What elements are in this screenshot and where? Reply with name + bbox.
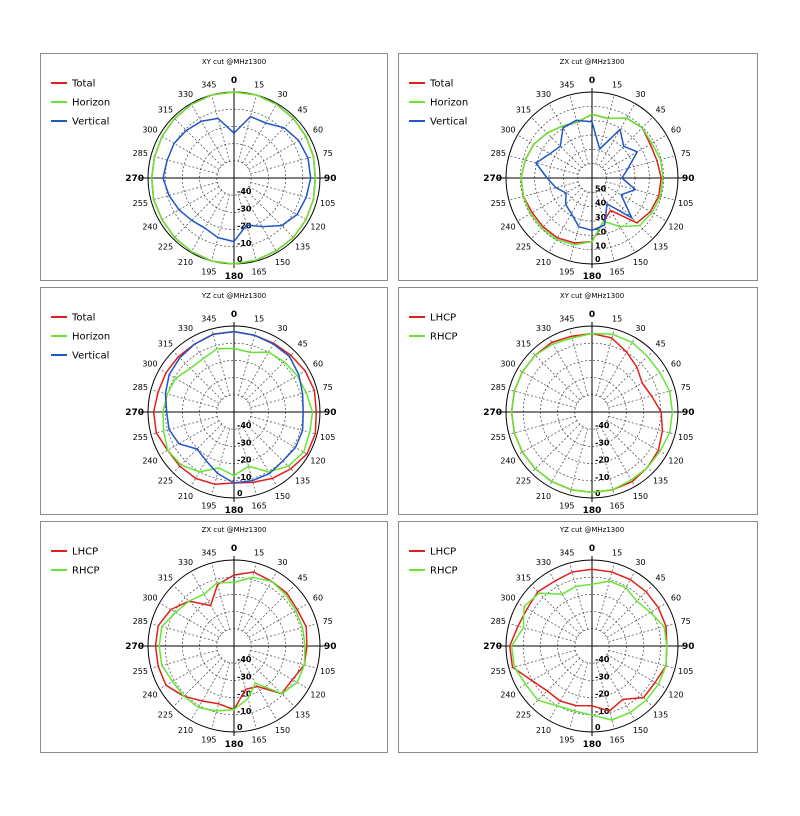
grid-spoke [596,95,615,164]
polar-chart-panel-3 [40,287,388,515]
angle-tick-label: 270 [483,642,502,652]
angle-tick-label: 105 [678,433,694,443]
grid-spoke [607,655,667,689]
polar-chart-panel-1 [40,53,388,281]
angle-tick-label: 30 [277,557,288,567]
angle-tick-label: 180 [224,740,244,750]
grid-spoke [606,156,675,175]
angle-tick-label: 345 [559,80,575,90]
chart-title: ZX cut @MHz1300 [201,526,267,534]
radial-tick-label: 0 [237,255,243,264]
angle-tick-label: 225 [515,242,532,252]
legend-label: Total [72,312,96,324]
chart-title: ZX cut @MHz1300 [559,58,625,66]
angle-tick-label: 105 [678,199,694,209]
angle-tick-label: 45 [655,573,666,583]
angle-tick-label: 195 [559,735,575,745]
angle-tick-label: 60 [312,359,324,369]
angle-tick-label: 30 [635,323,646,333]
angle-tick-label: 0 [230,544,238,554]
grid-spoke [212,429,230,495]
angle-tick-label: 180 [224,272,244,282]
angle-tick-label: 135 [652,476,669,486]
angle-tick-label: 120 [668,690,684,700]
angle-tick-label: 330 [535,323,552,333]
grid-spoke [249,187,309,221]
legend-label: RHCP [430,331,458,343]
angle-tick-label: 270 [483,408,502,418]
grid-spoke [160,655,220,689]
angle-tick-label: 60 [670,359,682,369]
angle-tick-label: 210 [177,258,194,268]
grid-spoke [509,182,578,201]
polar-chart-panel-4 [398,287,758,515]
grid-spoke [602,188,653,239]
radial-tick-label: -10 [595,706,610,716]
grid-spoke [549,338,583,398]
legend-label: Horizon [72,97,111,109]
angle-tick-label: 150 [632,492,649,502]
grid-spoke [191,427,225,487]
radial-tick-label: -10 [595,472,610,482]
chart-title: XY cut @MHz1300 [559,292,625,300]
angle-tick-label: 150 [632,258,649,268]
angle-tick-label: 90 [324,642,337,652]
angle-tick-label: 150 [274,492,291,502]
legend-label: RHCP [430,565,458,577]
angle-tick-label: 255 [132,199,148,209]
angle-tick-label: 180 [582,272,602,282]
angle-tick-label: 90 [682,174,695,184]
grid-spoke [549,427,583,487]
legend-label: Horizon [72,331,111,343]
angle-tick-label: 240 [500,456,516,466]
legend-label: Vertical [72,116,110,128]
angle-tick-label: 195 [559,501,575,511]
radial-tick-label: -40 [237,421,252,431]
grid-spoke [607,421,667,455]
angle-tick-label: 315 [515,573,532,583]
angle-tick-label: 285 [132,616,148,626]
legend-label: LHCP [72,546,99,558]
angle-tick-label: 165 [251,735,267,745]
grid-spoke [191,104,225,164]
grid-spoke [212,663,230,729]
angle-tick-label: 180 [224,506,244,516]
angle-tick-label: 165 [251,501,267,511]
angle-tick-label: 60 [670,125,682,135]
angle-tick-label: 120 [668,222,684,232]
grid-spoke [609,390,675,408]
angle-tick-label: 60 [312,593,324,603]
angle-tick-label: 300 [142,125,158,135]
polar-chart-panel-2 [398,53,758,281]
angle-tick-label: 225 [157,710,174,720]
angle-tick-label: 90 [682,642,695,652]
radial-tick-label: -40 [595,655,610,665]
angle-tick-label: 60 [670,593,682,603]
angle-tick-label: 0 [588,544,596,554]
angle-tick-label: 255 [132,667,148,677]
legend-label: Horizon [430,97,469,109]
angle-tick-label: 15 [612,548,623,558]
angle-tick-label: 0 [588,76,596,86]
angle-tick-label: 135 [652,710,669,720]
angle-tick-label: 120 [310,222,326,232]
angle-tick-label: 90 [682,408,695,418]
radial-tick-label: -20 [595,689,610,699]
grid-spoke [602,117,653,168]
grid-spoke [191,338,225,398]
angle-tick-label: 330 [177,557,194,567]
series-line-vertical [536,120,637,230]
radial-tick-label: -30 [595,438,610,448]
radial-tick-label: -40 [595,421,610,431]
angle-tick-label: 315 [515,339,532,349]
radial-tick-label: 20 [595,227,607,237]
grid-spoke [509,390,575,408]
angle-tick-label: 255 [490,433,506,443]
radial-tick-label: -10 [237,238,252,248]
angle-tick-label: 75 [680,616,691,626]
angle-tick-label: 15 [254,80,265,90]
polar-chart-svg [41,288,389,516]
grid-spoke [570,429,588,495]
angle-tick-label: 135 [294,710,311,720]
chart-title: XY cut @MHz1300 [201,58,267,66]
angle-tick-label: 120 [668,456,684,466]
angle-tick-label: 180 [582,740,602,750]
angle-tick-label: 300 [142,593,158,603]
angle-tick-label: 210 [177,726,194,736]
angle-tick-label: 255 [490,199,506,209]
radial-tick-label: -30 [237,204,252,214]
angle-tick-label: 60 [312,125,324,135]
angle-tick-label: 300 [500,359,516,369]
series-line-total [521,114,661,243]
angle-tick-label: 285 [490,382,506,392]
angle-tick-label: 195 [201,501,217,511]
polar-chart-svg [41,54,389,282]
grid-spoke [191,572,225,632]
angle-tick-label: 105 [320,199,336,209]
angle-tick-label: 210 [535,258,552,268]
grid-spoke [151,390,217,408]
angle-tick-label: 0 [230,310,238,320]
angle-tick-label: 120 [310,456,326,466]
radial-tick-label: 0 [237,489,243,498]
legend-label: Total [72,78,96,90]
angle-tick-label: 270 [125,642,144,652]
grid-spoke [518,421,578,455]
angle-tick-label: 315 [157,105,174,115]
angle-tick-label: 0 [588,310,596,320]
angle-tick-label: 240 [142,456,158,466]
radial-tick-label: -20 [237,221,252,231]
polar-chart-svg [41,522,389,754]
angle-tick-label: 240 [142,222,158,232]
radial-tick-label: -30 [237,672,252,682]
angle-tick-label: 225 [157,242,174,252]
angle-tick-label: 270 [483,174,502,184]
angle-tick-label: 30 [635,557,646,567]
angle-tick-label: 150 [274,726,291,736]
polar-chart-panel-5 [40,521,388,753]
angle-tick-label: 120 [310,690,326,700]
angle-tick-label: 30 [635,89,646,99]
angle-tick-label: 285 [132,148,148,158]
angle-tick-label: 150 [274,258,291,268]
grid-spoke [151,156,217,174]
angle-tick-label: 75 [322,616,333,626]
radial-tick-label: -20 [595,455,610,465]
grid-spoke [212,195,230,261]
radial-tick-label: -30 [237,438,252,448]
angle-tick-label: 105 [320,667,336,677]
angle-tick-label: 165 [609,501,625,511]
legend-label: Vertical [430,116,468,128]
angle-tick-label: 285 [490,616,506,626]
grid-spoke [570,95,589,164]
angle-tick-label: 30 [277,323,288,333]
angle-tick-label: 75 [680,382,691,392]
polar-chart-svg [399,522,759,754]
grid-spoke [191,661,225,721]
radial-tick-label: 50 [595,184,607,194]
legend-label: LHCP [430,546,457,558]
angle-tick-label: 195 [201,735,217,745]
radial-tick-label: 0 [595,489,601,498]
angle-tick-label: 285 [132,382,148,392]
angle-tick-label: 315 [515,105,532,115]
angle-tick-label: 330 [177,89,194,99]
radial-tick-label: -30 [595,672,610,682]
angle-tick-label: 300 [142,359,158,369]
angle-tick-label: 165 [251,267,267,277]
radial-tick-label: 0 [595,255,601,264]
angle-tick-label: 330 [535,89,552,99]
angle-tick-label: 240 [500,690,516,700]
angle-tick-label: 240 [500,222,516,232]
angle-tick-label: 240 [142,690,158,700]
angle-tick-label: 165 [609,735,625,745]
radial-tick-label: 10 [595,241,607,251]
angle-tick-label: 75 [322,148,333,158]
grid-spoke [604,585,653,634]
polar-chart-svg [399,288,759,516]
grid-spoke [518,655,578,689]
angle-tick-label: 150 [632,726,649,736]
grid-spoke [606,182,675,201]
angle-tick-label: 75 [680,148,691,158]
angle-tick-label: 90 [324,174,337,184]
angle-tick-label: 270 [125,408,144,418]
angle-tick-label: 345 [201,80,217,90]
angle-tick-label: 105 [320,433,336,443]
chart-title: YZ cut @MHz1300 [201,292,267,300]
grid-spoke [531,188,582,239]
radial-tick-label: -40 [237,187,252,197]
angle-tick-label: 210 [177,492,194,502]
grid-spoke [251,156,317,174]
angle-tick-label: 225 [515,476,532,486]
angle-tick-label: 315 [157,339,174,349]
grid-spoke [604,351,653,400]
polar-chart-svg [399,54,759,282]
radial-tick-label: -10 [237,706,252,716]
grid-spoke [531,585,580,634]
radial-tick-label: 40 [595,198,607,208]
angle-tick-label: 345 [201,314,217,324]
angle-tick-label: 15 [612,80,623,90]
angle-tick-label: 135 [294,242,311,252]
radial-tick-label: -20 [237,455,252,465]
angle-tick-label: 45 [297,339,308,349]
legend-label: Total [430,78,454,90]
angle-tick-label: 45 [297,573,308,583]
angle-tick-label: 345 [201,548,217,558]
angle-tick-label: 45 [655,339,666,349]
angle-tick-label: 195 [201,267,217,277]
grid-spoke [570,663,588,729]
angle-tick-label: 255 [132,433,148,443]
grid-spoke [246,585,295,634]
angle-tick-label: 330 [535,557,552,567]
angle-tick-label: 0 [230,76,238,86]
angle-tick-label: 45 [655,105,666,115]
angle-tick-label: 75 [322,382,333,392]
angle-tick-label: 270 [125,174,144,184]
angle-tick-label: 300 [500,593,516,603]
legend-label: LHCP [430,312,457,324]
angle-tick-label: 330 [177,323,194,333]
chart-title: YZ cut @MHz1300 [559,526,625,534]
grid-spoke [509,624,575,642]
angle-tick-label: 30 [277,89,288,99]
angle-tick-label: 15 [612,314,623,324]
angle-tick-label: 345 [559,548,575,558]
angle-tick-label: 135 [652,242,669,252]
grid-spoke [531,351,580,400]
angle-tick-label: 15 [254,314,265,324]
angle-tick-label: 180 [582,506,602,516]
legend-label: RHCP [72,565,100,577]
angle-tick-label: 285 [490,148,506,158]
angle-tick-label: 225 [515,710,532,720]
angle-tick-label: 90 [324,408,337,418]
angle-tick-label: 105 [678,667,694,677]
angle-tick-label: 165 [609,267,625,277]
angle-tick-label: 210 [535,726,552,736]
polar-chart-panel-6 [398,521,758,753]
angle-tick-label: 15 [254,548,265,558]
grid-spoke [251,390,317,408]
radial-tick-label: -40 [237,655,252,665]
radial-tick-label: 30 [595,213,607,222]
angle-tick-label: 195 [559,267,575,277]
angle-tick-label: 300 [500,125,516,135]
angle-tick-label: 45 [297,105,308,115]
angle-tick-label: 225 [157,476,174,486]
angle-tick-label: 345 [559,314,575,324]
angle-tick-label: 315 [157,573,174,583]
radial-tick-label: 0 [595,723,601,732]
grid-spoke [246,351,295,400]
legend-label: Vertical [72,350,110,362]
radial-tick-label: 0 [237,723,243,732]
angle-tick-label: 255 [490,667,506,677]
angle-tick-label: 135 [294,476,311,486]
radial-tick-label: -20 [237,689,252,699]
angle-tick-label: 210 [535,492,552,502]
grid-spoke [549,572,583,632]
radial-tick-label: -10 [237,472,252,482]
